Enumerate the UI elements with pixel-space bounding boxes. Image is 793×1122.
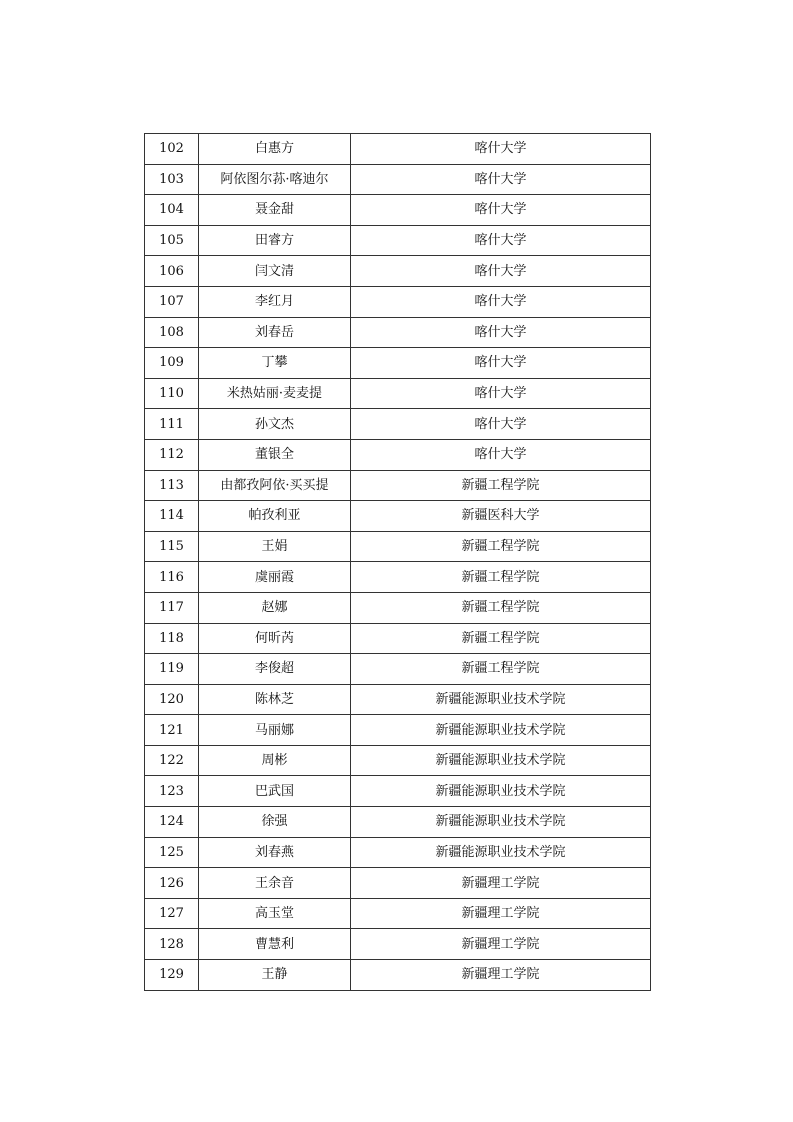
institution-cell: 新疆工程学院 <box>351 470 651 501</box>
institution-cell: 新疆能源职业技术学院 <box>351 745 651 776</box>
row-number-cell: 128 <box>145 929 199 960</box>
row-number-cell: 102 <box>145 134 199 165</box>
table-row <box>145 807 651 838</box>
name-cell: 周彬 <box>199 745 351 776</box>
table-row <box>145 378 651 409</box>
row-number-cell: 113 <box>145 470 199 501</box>
institution-cell: 喀什大学 <box>351 348 651 379</box>
row-number-cell: 129 <box>145 960 199 991</box>
name-cell: 由都孜阿依·买买提 <box>199 470 351 501</box>
name-cell: 阿依图尔荪·喀迪尔 <box>199 164 351 195</box>
name-cell: 田睿方 <box>199 225 351 256</box>
name-cell: 何昕芮 <box>199 623 351 654</box>
table-row <box>145 745 651 776</box>
institution-cell: 新疆工程学院 <box>351 592 651 623</box>
table-row <box>145 348 651 379</box>
institution-cell: 喀什大学 <box>351 378 651 409</box>
table-row <box>145 501 651 532</box>
name-cell: 虞丽霞 <box>199 562 351 593</box>
row-number-cell: 121 <box>145 715 199 746</box>
name-cell: 李红月 <box>199 286 351 317</box>
institution-cell: 新疆工程学院 <box>351 531 651 562</box>
name-cell: 赵娜 <box>199 592 351 623</box>
institution-cell: 新疆理工学院 <box>351 868 651 899</box>
institution-cell: 喀什大学 <box>351 195 651 226</box>
institution-cell: 喀什大学 <box>351 225 651 256</box>
table-row <box>145 776 651 807</box>
name-cell: 刘春岳 <box>199 317 351 348</box>
table-row <box>145 960 651 991</box>
name-cell: 王静 <box>199 960 351 991</box>
name-cell: 丁攀 <box>199 348 351 379</box>
table-row <box>145 837 651 868</box>
name-cell: 李俊超 <box>199 654 351 685</box>
row-number-cell: 104 <box>145 195 199 226</box>
row-number-cell: 125 <box>145 837 199 868</box>
name-cell: 米热姑丽·麦麦提 <box>199 378 351 409</box>
table-row <box>145 286 651 317</box>
row-number-cell: 118 <box>145 623 199 654</box>
table-row <box>145 470 651 501</box>
table-row <box>145 409 651 440</box>
institution-cell: 新疆能源职业技术学院 <box>351 807 651 838</box>
name-cell: 帕孜利亚 <box>199 501 351 532</box>
row-number-cell: 122 <box>145 745 199 776</box>
institution-cell: 喀什大学 <box>351 256 651 287</box>
row-number-cell: 123 <box>145 776 199 807</box>
name-cell: 聂金甜 <box>199 195 351 226</box>
name-cell: 王娟 <box>199 531 351 562</box>
table-row <box>145 684 651 715</box>
institution-cell: 新疆工程学院 <box>351 654 651 685</box>
table-row <box>145 256 651 287</box>
row-number-cell: 112 <box>145 439 199 470</box>
row-number-cell: 109 <box>145 348 199 379</box>
row-number-cell: 124 <box>145 807 199 838</box>
table-row <box>145 562 651 593</box>
roster-table <box>144 133 651 991</box>
institution-cell: 新疆理工学院 <box>351 929 651 960</box>
roster-table-body <box>145 134 651 991</box>
row-number-cell: 114 <box>145 501 199 532</box>
institution-cell: 新疆工程学院 <box>351 562 651 593</box>
row-number-cell: 110 <box>145 378 199 409</box>
row-number-cell: 116 <box>145 562 199 593</box>
name-cell: 白惠方 <box>199 134 351 165</box>
institution-cell: 喀什大学 <box>351 134 651 165</box>
row-number-cell: 119 <box>145 654 199 685</box>
table-row <box>145 317 651 348</box>
row-number-cell: 103 <box>145 164 199 195</box>
name-cell: 孙文杰 <box>199 409 351 440</box>
name-cell: 陈林芝 <box>199 684 351 715</box>
institution-cell: 新疆医科大学 <box>351 501 651 532</box>
table-row <box>145 531 651 562</box>
institution-cell: 新疆能源职业技术学院 <box>351 684 651 715</box>
name-cell: 马丽娜 <box>199 715 351 746</box>
institution-cell: 新疆能源职业技术学院 <box>351 837 651 868</box>
row-number-cell: 115 <box>145 531 199 562</box>
name-cell: 曹慧利 <box>199 929 351 960</box>
institution-cell: 新疆能源职业技术学院 <box>351 776 651 807</box>
table-row <box>145 929 651 960</box>
row-number-cell: 127 <box>145 898 199 929</box>
institution-cell: 喀什大学 <box>351 317 651 348</box>
institution-cell: 喀什大学 <box>351 164 651 195</box>
institution-cell: 新疆能源职业技术学院 <box>351 715 651 746</box>
name-cell: 董银全 <box>199 439 351 470</box>
name-cell: 高玉堂 <box>199 898 351 929</box>
institution-cell: 新疆理工学院 <box>351 898 651 929</box>
row-number-cell: 111 <box>145 409 199 440</box>
row-number-cell: 107 <box>145 286 199 317</box>
table-row <box>145 439 651 470</box>
table-row <box>145 868 651 899</box>
name-cell: 闫文清 <box>199 256 351 287</box>
row-number-cell: 117 <box>145 592 199 623</box>
table-row <box>145 195 651 226</box>
row-number-cell: 120 <box>145 684 199 715</box>
institution-cell: 新疆理工学院 <box>351 960 651 991</box>
name-cell: 巴武国 <box>199 776 351 807</box>
row-number-cell: 106 <box>145 256 199 287</box>
row-number-cell: 105 <box>145 225 199 256</box>
row-number-cell: 108 <box>145 317 199 348</box>
table-row <box>145 164 651 195</box>
table-row <box>145 715 651 746</box>
name-cell: 徐强 <box>199 807 351 838</box>
institution-cell: 喀什大学 <box>351 286 651 317</box>
name-cell: 王余音 <box>199 868 351 899</box>
table-row <box>145 134 651 165</box>
table-row <box>145 225 651 256</box>
institution-cell: 喀什大学 <box>351 409 651 440</box>
table-row <box>145 592 651 623</box>
institution-cell: 新疆工程学院 <box>351 623 651 654</box>
row-number-cell: 126 <box>145 868 199 899</box>
table-row <box>145 623 651 654</box>
name-cell: 刘春燕 <box>199 837 351 868</box>
table-row <box>145 654 651 685</box>
institution-cell: 喀什大学 <box>351 439 651 470</box>
table-row <box>145 898 651 929</box>
